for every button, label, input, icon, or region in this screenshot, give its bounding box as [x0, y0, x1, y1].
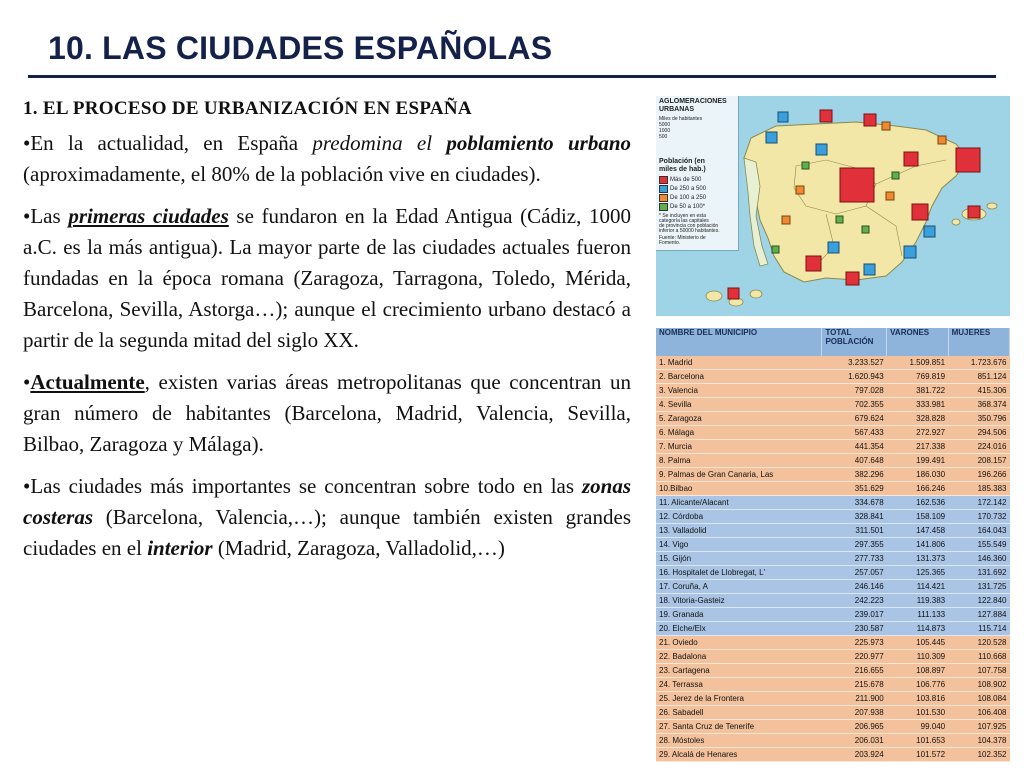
- table-row: [656, 636, 1010, 650]
- cell-name: 1. Madrid: [656, 356, 822, 370]
- table-row: [656, 692, 1010, 706]
- cell-name: 22. Badalona: [656, 650, 822, 664]
- marker-murcia: [904, 246, 916, 258]
- cell-name: 17. Coruña, A: [656, 580, 822, 594]
- cell-total: 203.924: [822, 748, 887, 762]
- legend-scale-value: 5000: [659, 122, 671, 128]
- cell-total: 702.355: [822, 398, 887, 412]
- cell-name: 24. Terrassa: [656, 678, 822, 692]
- legend-item-label: De 250 a 500: [670, 186, 707, 192]
- marker-bilbao: [864, 114, 876, 126]
- legend-source: Fomento.: [659, 240, 681, 246]
- cell-total: 211.900: [822, 692, 887, 706]
- cell-men: 131.373: [887, 552, 948, 566]
- text: (Madrid, Zaragoza, Valladolid,…): [212, 536, 505, 560]
- header-municipality: NOMBRE DEL MUNICIPIO: [656, 328, 822, 356]
- table-row: [656, 678, 1010, 692]
- marker-vigo: [766, 132, 777, 143]
- slide-title: 10. LAS CIUDADES ESPAÑOLAS: [48, 30, 553, 66]
- cell-women: 115.714: [948, 622, 1009, 636]
- cell-name: 15. Gijón: [656, 552, 822, 566]
- legend-title-2: URBANAS: [659, 106, 694, 113]
- cell-name: 29. Alcalá de Henares: [656, 748, 822, 762]
- cell-name: 28. Móstoles: [656, 734, 822, 748]
- cell-name: 4. Sevilla: [656, 398, 822, 412]
- marker-city: [772, 246, 779, 253]
- text: se fundaron en la Edad Antigua (Cádiz, 1000 a.C. es la más antigua). La mayor parte de las ciudades actuales fueron fundadas en la época romana (Zaragoza, Tarragona, Toledo, Mérida, Barcelona, Sevilla, Astorga…); aunque el crecimiento urbano destacó a partir de la segunda mitad del siglo XX.: [23, 204, 631, 352]
- cell-women: 155.549: [948, 538, 1009, 552]
- cell-men: 110.309: [887, 650, 948, 664]
- table-row: [656, 412, 1010, 426]
- text: Las: [30, 204, 69, 228]
- cell-total: 230.587: [822, 622, 887, 636]
- cell-name: 7. Murcia: [656, 440, 822, 454]
- cell-total: 206.965: [822, 720, 887, 734]
- table-row: [656, 398, 1010, 412]
- cell-total: 239.017: [822, 608, 887, 622]
- emphasis-zonas-costeras: zonas costeras: [23, 474, 631, 529]
- cell-women: 107.758: [948, 664, 1009, 678]
- table-row: [656, 356, 1010, 370]
- cell-name: 27. Santa Cruz de Tenerife: [656, 720, 822, 734]
- cell-women: 224.016: [948, 440, 1009, 454]
- cell-men: 105.445: [887, 636, 948, 650]
- canary-island-1: [706, 291, 722, 301]
- legend-item: [659, 176, 701, 184]
- cell-total: 441.354: [822, 440, 887, 454]
- table-row: [656, 650, 1010, 664]
- header-total: [822, 328, 887, 356]
- legend-item-label: Más de 500: [670, 177, 702, 183]
- cell-total: 225.973: [822, 636, 887, 650]
- cell-women: 110.668: [948, 650, 1009, 664]
- cell-name: 20. Elche/Elx: [656, 622, 822, 636]
- cell-women: 102.352: [948, 748, 1009, 762]
- cell-name: 23. Cartagena: [656, 664, 822, 678]
- cell-total: 207.938: [822, 706, 887, 720]
- cell-men: 272.927: [887, 426, 948, 440]
- marker-valladolid: [816, 144, 827, 155]
- text: En la actualidad, en España: [30, 131, 313, 155]
- cell-men: 106.776: [887, 678, 948, 692]
- cell-total: 407.648: [822, 454, 887, 468]
- cell-women: 120.528: [948, 636, 1009, 650]
- title-underline: [28, 75, 996, 78]
- emphasis-interior: interior: [147, 536, 213, 560]
- marker-city: [836, 216, 843, 223]
- cell-men: 1.509.851: [887, 356, 948, 370]
- menorca: [987, 203, 997, 209]
- table-row: [656, 580, 1010, 594]
- cell-name: 3. Valencia: [656, 384, 822, 398]
- cell-total: 334.678: [822, 496, 887, 510]
- cell-name: 12. Córdoba: [656, 510, 822, 524]
- marker-valencia: [912, 204, 928, 220]
- legend-item: [659, 194, 706, 202]
- cell-name: 5. Zaragoza: [656, 412, 822, 426]
- marker-zaragoza: [904, 152, 918, 166]
- cell-women: 107.925: [948, 720, 1009, 734]
- bullet: •: [23, 204, 31, 228]
- cell-total: 328.841: [822, 510, 887, 524]
- cell-total: 567.433: [822, 426, 887, 440]
- header-men: VARONES: [887, 328, 948, 356]
- table-row: [656, 454, 1010, 468]
- table-row: [656, 608, 1010, 622]
- cell-name: 21. Oviedo: [656, 636, 822, 650]
- cell-total: 215.678: [822, 678, 887, 692]
- marker-city: [862, 226, 869, 233]
- cell-women: 1.723.676: [948, 356, 1009, 370]
- legend-note: * Se incluyen en esta: [659, 213, 706, 219]
- legend-note: inferior a 50000 habitantes.: [659, 228, 720, 234]
- emphasis-predomina: predomina el: [312, 131, 433, 155]
- cell-women: 164.043: [948, 524, 1009, 538]
- cell-name: 25. Jerez de la Frontera: [656, 692, 822, 706]
- legend-swatch: [659, 185, 668, 193]
- emphasis-actualmente: Actualmente: [30, 370, 145, 394]
- text: Las ciudades más importantes se concentran sobre todo en las: [30, 474, 582, 498]
- paragraph-urban-settlement: [23, 128, 631, 190]
- cell-men: 125.365: [887, 566, 948, 580]
- text-column: [23, 98, 631, 575]
- header-total-line2: POBLACIÓN: [825, 337, 874, 346]
- cell-men: 101.530: [887, 706, 948, 720]
- cell-men: 166.246: [887, 482, 948, 496]
- legend-scale-label: Miles de habitantes: [659, 116, 703, 122]
- cell-total: 3.233.527: [822, 356, 887, 370]
- cell-women: 131.692: [948, 566, 1009, 580]
- marker-city: [802, 162, 809, 169]
- cell-name: 9. Palmas de Gran Canaria, Las: [656, 468, 822, 482]
- canary-island-3: [750, 290, 762, 298]
- marker-madrid: [840, 168, 874, 202]
- table-row: [656, 706, 1010, 720]
- marker-city: [892, 172, 899, 179]
- marker-las-palmas: [728, 288, 739, 299]
- section-subtitle: 1. EL PROCESO DE URBANIZACIÓN EN ESPAÑA: [23, 98, 472, 119]
- marker-oviedo: [820, 110, 832, 122]
- cell-name: 2. Barcelona: [656, 370, 822, 384]
- marker-city: [886, 192, 894, 200]
- ibiza: [952, 219, 960, 225]
- cell-men: 217.338: [887, 440, 948, 454]
- table-row: [656, 538, 1010, 552]
- cell-women: 108.902: [948, 678, 1009, 692]
- table-row: [656, 552, 1010, 566]
- legend-note: categoría las capitales: [659, 218, 709, 224]
- table-row: [656, 734, 1010, 748]
- text: , existen varias áreas metropolitanas que concentran un gran número de habitantes (Barcelona, Madrid, Valencia, Sevilla, Bilbao, Zaragoza y Málaga).: [23, 370, 631, 456]
- marker-city: [782, 216, 790, 224]
- cell-women: 122.840: [948, 594, 1009, 608]
- cell-women: 108.084: [948, 692, 1009, 706]
- cell-total: 206.031: [822, 734, 887, 748]
- cell-total: 246.146: [822, 580, 887, 594]
- cell-total: 220.977: [822, 650, 887, 664]
- bullet: •: [23, 131, 31, 155]
- table-row: [656, 720, 1010, 734]
- cell-name: 19. Granada: [656, 608, 822, 622]
- marker-city: [882, 122, 890, 130]
- marker-city: [938, 136, 946, 144]
- cell-men: 162.536: [887, 496, 948, 510]
- header-women: MUJERES: [948, 328, 1009, 356]
- cell-women: 415.306: [948, 384, 1009, 398]
- cell-men: 101.653: [887, 734, 948, 748]
- emphasis-poblamiento-urbano: poblamiento urbano: [446, 131, 632, 155]
- cell-total: 277.733: [822, 552, 887, 566]
- paragraph-coastal-cities: [23, 471, 631, 564]
- cell-total: 311.501: [822, 524, 887, 538]
- cell-total: 679.624: [822, 412, 887, 426]
- cell-total: 216.655: [822, 664, 887, 678]
- cell-men: 147.458: [887, 524, 948, 538]
- marker-sevilla: [806, 256, 821, 271]
- cell-men: 99.040: [887, 720, 948, 734]
- cell-men: 103.816: [887, 692, 948, 706]
- population-table: [656, 328, 1010, 762]
- bullet: •: [23, 370, 31, 394]
- marker-coruna: [778, 112, 788, 122]
- text: (aproximadamente, el 80% de la población vive en ciudades).: [23, 162, 541, 186]
- legend-title-1: AGLOMERACIONES: [659, 98, 727, 105]
- cell-total: 797.028: [822, 384, 887, 398]
- header-total-line1: TOTAL: [825, 328, 852, 337]
- bullet: •: [23, 474, 31, 498]
- table-row: [656, 664, 1010, 678]
- cell-women: 350.796: [948, 412, 1009, 426]
- legend-swatch: [659, 176, 668, 184]
- cell-total: 382.296: [822, 468, 887, 482]
- legend-item-label: De 50 a 100*: [670, 204, 706, 210]
- cell-name: 8. Palma: [656, 454, 822, 468]
- legend-population-2: miles de hab.): [659, 166, 706, 173]
- urban-agglomerations-map: [656, 96, 1010, 316]
- legend-population-1: Población (en: [659, 158, 705, 165]
- cell-women: 131.725: [948, 580, 1009, 594]
- marker-granada: [864, 264, 875, 275]
- legend-scale-value: 1000: [659, 128, 671, 134]
- cell-women: 170.732: [948, 510, 1009, 524]
- legend-source: Fuente: Ministerio de: [659, 235, 706, 241]
- table-body: [656, 356, 1010, 762]
- table-row: [656, 566, 1010, 580]
- cell-name: 10.Bilbao: [656, 482, 822, 496]
- marker-barcelona: [956, 148, 980, 172]
- table-row: [656, 370, 1010, 384]
- cell-name: 6. Málaga: [656, 426, 822, 440]
- emphasis-primeras-ciudades: primeras ciudades: [68, 204, 229, 228]
- cell-women: 127.884: [948, 608, 1009, 622]
- cell-men: 158.109: [887, 510, 948, 524]
- table-header-row: [656, 328, 1010, 356]
- cell-name: 14. Vigo: [656, 538, 822, 552]
- text: [432, 131, 446, 155]
- table-row: [656, 594, 1010, 608]
- cell-women: 196.266: [948, 468, 1009, 482]
- cell-men: 114.873: [887, 622, 948, 636]
- table-row: [656, 524, 1010, 538]
- marker-cordoba: [828, 242, 839, 253]
- cell-women: 146.360: [948, 552, 1009, 566]
- table-row: [656, 622, 1010, 636]
- cell-total: 257.057: [822, 566, 887, 580]
- table-row: [656, 384, 1010, 398]
- table-row: [656, 496, 1010, 510]
- paragraph-metropolitan-areas: [23, 367, 631, 460]
- cell-name: 11. Alicante/Alacant: [656, 496, 822, 510]
- cell-men: 119.383: [887, 594, 948, 608]
- cell-women: 106.408: [948, 706, 1009, 720]
- cell-men: 769.819: [887, 370, 948, 384]
- cell-women: 851.124: [948, 370, 1009, 384]
- cell-women: 208.157: [948, 454, 1009, 468]
- legend-swatch: [659, 203, 668, 211]
- table-row: [656, 510, 1010, 524]
- cell-total: 297.355: [822, 538, 887, 552]
- paragraph-first-cities: [23, 201, 631, 356]
- cell-women: 172.142: [948, 496, 1009, 510]
- cell-women: 104.378: [948, 734, 1009, 748]
- cell-men: 186.030: [887, 468, 948, 482]
- cell-women: 185.383: [948, 482, 1009, 496]
- legend-item: [659, 185, 706, 193]
- marker-malaga: [846, 272, 859, 285]
- cell-men: 111.133: [887, 608, 948, 622]
- cell-total: 351.629: [822, 482, 887, 496]
- cell-total: 1.620.943: [822, 370, 887, 384]
- cell-total: 242.223: [822, 594, 887, 608]
- cell-men: 199.491: [887, 454, 948, 468]
- cell-men: 328.828: [887, 412, 948, 426]
- cell-name: 16. Hospitalet de Llobregat, L': [656, 566, 822, 580]
- legend-note: de provincia con población: [659, 223, 719, 229]
- cell-women: 294.506: [948, 426, 1009, 440]
- map-legend: [656, 96, 739, 251]
- table-row: [656, 468, 1010, 482]
- cell-men: 114.421: [887, 580, 948, 594]
- cell-men: 381.722: [887, 384, 948, 398]
- table-row: [656, 426, 1010, 440]
- legend-swatch: [659, 194, 668, 202]
- table-row: [656, 748, 1010, 762]
- cell-name: 26. Sabadell: [656, 706, 822, 720]
- legend-item-label: De 100 a 250: [670, 195, 707, 201]
- marker-city: [796, 186, 804, 194]
- table-row: [656, 440, 1010, 454]
- cell-men: 108.897: [887, 664, 948, 678]
- cell-men: 101.572: [887, 748, 948, 762]
- legend-item: [659, 203, 705, 211]
- marker-alicante: [924, 226, 935, 237]
- cell-men: 333.981: [887, 398, 948, 412]
- text: (Barcelona, Valencia,…); aunque también existen grandes ciudades en el: [23, 505, 631, 560]
- cell-men: 141.806: [887, 538, 948, 552]
- marker-palma: [968, 206, 980, 218]
- cell-women: 368.374: [948, 398, 1009, 412]
- table-row: [656, 482, 1010, 496]
- cell-name: 13. Valladolid: [656, 524, 822, 538]
- cell-name: 18. Vitoria-Gasteiz: [656, 594, 822, 608]
- legend-scale-value: 500: [659, 134, 668, 140]
